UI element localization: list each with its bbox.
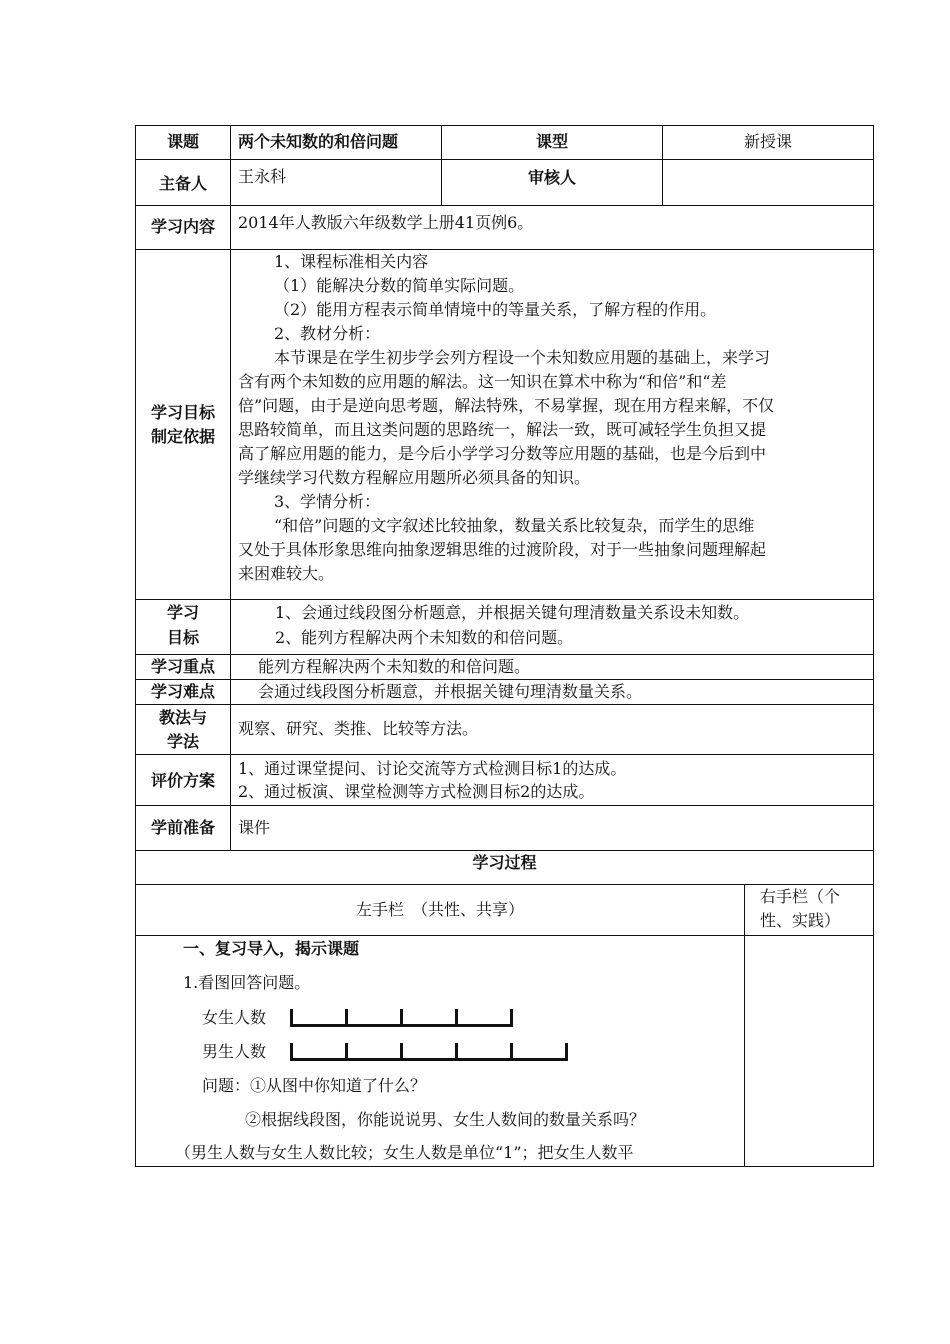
- basis-line: 学继续学习代数方程解应用题所必须具备的知识。: [238, 468, 591, 487]
- question-2: ②根据线段图，你能说说男、女生人数间的数量关系吗？: [245, 1110, 646, 1129]
- methods-label-line1: 教法与: [158, 708, 207, 727]
- question-1: 问题：①从图中你知道了什么？: [202, 1076, 427, 1095]
- answer-start: （男生人数与女生人数比较；女生人数是单位“1”；把女生人数平: [175, 1143, 634, 1162]
- basis-line: 3、学情分析：: [274, 492, 381, 511]
- type-label: 课型: [535, 132, 568, 151]
- girls-line-segment: [290, 1009, 520, 1031]
- basis-line: 2、教材分析：: [274, 324, 381, 343]
- basis-line: 含有两个未知数的应用题的解法。这一知识在算术中称为“和倍”和“差: [238, 372, 727, 391]
- segment-tick: [345, 1043, 348, 1061]
- basis-line: 高了解应用题的能力，是今后小学学习分数等应用题的基础，也是今后到中: [238, 444, 767, 463]
- segment-tick: [510, 1043, 513, 1061]
- segment-tick: [455, 1043, 458, 1061]
- type-value: 新授课: [743, 132, 792, 151]
- evaluation-2: 2、通过板演、课堂检测等方式检测目标2的达成。: [238, 782, 595, 801]
- segment-baseline: [290, 1058, 568, 1061]
- key-point-value: 能列方程解决两个未知数的和倍问题。: [258, 657, 531, 676]
- evaluation-label: 评价方案: [150, 771, 215, 790]
- preparation-label: 学前准备: [150, 818, 215, 837]
- key-point-label: 学习重点: [150, 657, 215, 676]
- basis-line: 思路较简单，而且这类问题的思路统一，解法一致，既可减轻学生负担又提: [238, 420, 767, 439]
- objectives-label-line1: 学习: [166, 603, 199, 622]
- segment-tick: [290, 1009, 293, 1027]
- segment-tick: [290, 1043, 293, 1061]
- segment-tick: [510, 1009, 513, 1027]
- methods-label-line2: 学法: [166, 732, 199, 751]
- section-title: 一、复习导入，揭示课题: [183, 939, 360, 958]
- preparer-value: 王永科: [238, 167, 287, 186]
- segment-tick: [455, 1009, 458, 1027]
- segment-tick: [400, 1043, 403, 1061]
- methods-value: 观察、研究、类推、比较等方法。: [238, 719, 479, 738]
- evaluation-1: 1、通过课堂提问、讨论交流等方式检测目标1的达成。: [238, 759, 627, 778]
- girls-label: 女生人数: [202, 1008, 267, 1027]
- left-column-header: 左手栏 （共性、共享）: [355, 900, 524, 919]
- basis-line: （2）能用方程表示简单情境中的等量关系，了解方程的作用。: [274, 300, 717, 319]
- process-title: 学习过程: [472, 853, 537, 872]
- content-value: 2014年人教版六年级数学上册41页例6。: [238, 213, 534, 232]
- boys-line-segment: [290, 1043, 575, 1065]
- topic-value: 两个未知数的和倍问题: [238, 132, 399, 151]
- objective-1: 1、会通过线段图分析题意，并根据关键句理清数量关系设未知数。: [275, 603, 750, 622]
- preparation-value: 课件: [238, 818, 271, 837]
- segment-tick: [565, 1043, 568, 1061]
- basis-line: “和倍”问题的文字叙述比较抽象，数量关系比较复杂，而学生的思维: [274, 516, 755, 535]
- basis-line: 倍”问题，由于是逆向思考题，解法特殊，不易掌握，现在用方程来解，不仅: [238, 396, 775, 415]
- basis-line: 又处于具体形象思维向抽象逻辑思维的过渡阶段，对于一些抽象问题理解起: [238, 540, 767, 559]
- segment-tick: [400, 1009, 403, 1027]
- difficulty-label: 学习难点: [150, 682, 215, 701]
- content-label: 学习内容: [150, 217, 215, 236]
- basis-label-line2: 制定依据: [150, 427, 215, 446]
- item-1: 1.看图回答问题。: [183, 973, 311, 992]
- basis-line: 1、课程标准相关内容: [274, 252, 429, 271]
- basis-line: 来困难较大。: [238, 564, 335, 583]
- right-column-header-line1: 右手栏（个: [760, 887, 841, 906]
- right-column-header-line2: 性、实践）: [760, 911, 841, 930]
- objectives-label-line2: 目标: [166, 628, 199, 647]
- difficulty-value: 会通过线段图分析题意，并根据关键句理清数量关系。: [258, 682, 643, 701]
- preparer-label: 主备人: [158, 174, 207, 193]
- segment-tick: [345, 1009, 348, 1027]
- basis-line: （1）能解决分数的简单实际问题。: [274, 276, 525, 295]
- basis-line: 本节课是在学生初步学会列方程设一个未知数应用题的基础上，来学习: [274, 348, 771, 367]
- basis-content: [238, 250, 868, 586]
- topic-label: 课题: [166, 132, 199, 151]
- reviewer-label: 审核人: [527, 168, 576, 187]
- boys-label: 男生人数: [202, 1042, 267, 1061]
- basis-label-line1: 学习目标: [150, 403, 215, 422]
- objective-2: 2、能列方程解决两个未知数的和倍问题。: [275, 628, 574, 647]
